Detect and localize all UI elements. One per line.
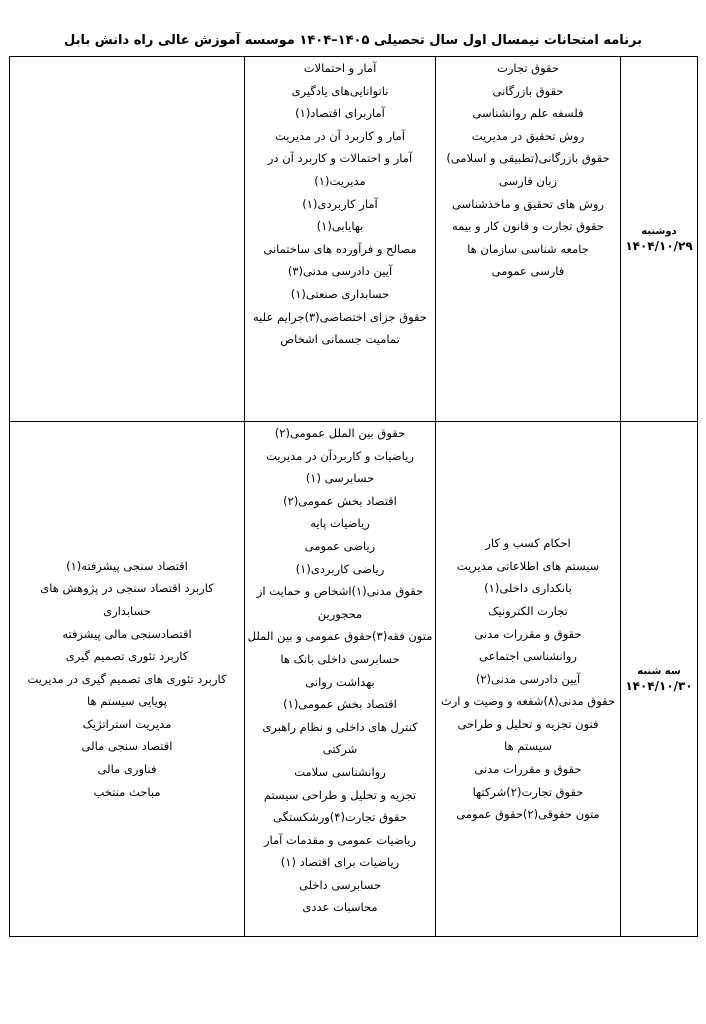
- course-list: [10, 555, 244, 804]
- course-item: مدیریت(۱): [314, 173, 366, 188]
- course-list: [245, 422, 435, 919]
- course-item: جامعه شناسی سازمان ها: [467, 241, 589, 256]
- course-item: ریاضی کاربردی(۱): [295, 561, 385, 576]
- course-item: ریاضیات برای اقتصاد (۱): [280, 855, 400, 870]
- course-item: کاربرد اقتصاد سنجی در پژوهش های: [40, 581, 214, 596]
- course-item: حقوق بازرگانی: [492, 83, 564, 98]
- course-item: اقتصاد بخش عمومی(۲): [283, 493, 397, 508]
- course-item: آیین دادرسی مدنی(۲): [475, 671, 581, 686]
- course-item: سیستم های اطلاعاتی مدیریت: [456, 558, 600, 573]
- course-item: آمار کاربردی(۱): [302, 196, 378, 211]
- table-row: [10, 57, 698, 422]
- session-1-cell: [436, 57, 621, 422]
- course-item: اقتصاد سنجی پیشرفته(۱): [66, 558, 188, 573]
- course-item: سیستم ها: [504, 739, 552, 754]
- course-item: تجزیه و تحلیل و طراحی سیستم: [263, 787, 417, 802]
- course-item: حقوق تجارت(۲)شرکتها: [472, 784, 584, 799]
- course-item: اقتصاد بخش عمومی(۱): [283, 697, 397, 712]
- course-item: پویایی سیستم ها: [86, 694, 167, 709]
- course-item: ریاضی عمومی: [304, 538, 376, 553]
- course-item: حسابرسی داخلی: [298, 877, 382, 892]
- course-item: بانکداری داخلی(۱): [484, 581, 572, 596]
- course-item: فناوری مالی: [97, 762, 157, 777]
- course-item: اقتصاد سنجی مالی: [81, 739, 173, 754]
- course-item: آمار و کاربرد آن در مدیریت: [275, 128, 405, 143]
- session-3-cell: [10, 57, 245, 422]
- session-2-cell: [245, 422, 436, 937]
- course-item: حقوق تجارت و قانون کار و بیمه: [452, 219, 604, 234]
- exam-schedule-table: [9, 56, 698, 937]
- course-item: حسابرسی (۱): [305, 471, 375, 486]
- day-date: ۱۴۰۴/۱۰/۲۹: [625, 238, 693, 253]
- course-list: [245, 57, 435, 351]
- course-item: احکام کسب و کار: [485, 536, 571, 551]
- course-item: بهداشت روانی: [305, 674, 375, 689]
- course-item: حسابداری: [103, 603, 151, 618]
- course-item: فنون تجزیه و تحلیل و طراحی: [457, 716, 599, 731]
- course-item: ریاضیات عمومی و مقدمات آمار: [263, 832, 417, 847]
- course-item: حقوق بازرگانی(تطبیقی و اسلامی): [446, 151, 610, 166]
- course-item: کنترل های داخلی و نظام راهبری: [262, 719, 418, 734]
- course-item: حقوق جزای اختصاصی(۳)جرایم علیه: [253, 309, 427, 324]
- course-item: زبان فارسی: [498, 173, 558, 188]
- course-item: مدیریت استراتژیک: [82, 716, 172, 731]
- course-item: ناتوانایی‌های یادگیری: [291, 83, 389, 98]
- course-item: بهایابی(۱): [316, 219, 364, 234]
- course-item: حقوق بین الملل عمومی(۲): [274, 426, 406, 440]
- day-date: ۱۴۰۴/۱۰/۳۰: [625, 678, 693, 693]
- day-cell: [621, 422, 698, 937]
- table-row: [10, 422, 698, 937]
- day-name: دوشنبه: [641, 225, 677, 237]
- course-item: روش تحقیق در مدیریت: [471, 128, 585, 143]
- course-item: کاربرد تئوری تصمیم گیری: [65, 649, 189, 664]
- course-item: ریاضیات پایه: [310, 516, 370, 531]
- course-item: فارسی عمومی: [491, 264, 565, 279]
- course-item: حسابداری صنعتی(۱): [290, 286, 390, 301]
- course-item: حقوق تجارت: [497, 61, 559, 75]
- course-item: حقوق و مقررات مدنی: [474, 762, 582, 777]
- day-name: سه شنبه: [637, 665, 681, 677]
- course-item: آیین دادرسی مدنی(۳): [287, 264, 393, 279]
- course-item: تجارت الکترونیک: [488, 603, 568, 618]
- page-title: برنامه امتحانات نیمسال اول سال تحصیلی ۱۴۰۵–۱۴۰۴ موسسه آموزش عالی راه دانش بابل: [64, 33, 642, 48]
- course-item: اقتصادسنجی مالی پیشرفته: [62, 626, 192, 641]
- course-item: آمار و احتمالات: [303, 61, 377, 75]
- session-3-cell: [10, 422, 245, 937]
- course-item: ریاضیات و کاربردآن در مدیریت: [266, 448, 414, 463]
- course-item: شرکتی: [322, 742, 358, 757]
- session-2-cell: [245, 57, 436, 422]
- course-item: حقوق و مقررات مدنی: [474, 626, 582, 641]
- course-item: روانشناسی اجتماعی: [479, 649, 577, 664]
- day-cell: [621, 57, 698, 422]
- course-list: [436, 57, 620, 283]
- course-item: کاربرد تئوری های تصمیم گیری در مدیریت: [27, 671, 227, 686]
- course-item: روش های تحقیق و ماخذشناسی: [451, 196, 605, 211]
- course-item: فلسفه علم روانشناسی: [472, 106, 584, 121]
- course-item: مباحث منتخب: [93, 784, 161, 799]
- session-1-cell: [436, 422, 621, 937]
- course-item: حقوق مدنی(۸)شفعه و وصیت و ارث: [440, 694, 616, 709]
- course-item: تمامیت جسمانی اشخاص: [280, 332, 400, 347]
- course-item: محاسبات عددی: [302, 900, 378, 915]
- course-item: متون حقوقی(۲)حقوق عمومی: [456, 807, 600, 822]
- course-item: مصالح و فرآورده های ساختمانی: [263, 241, 417, 256]
- course-item: حقوق مدنی(۱)اشخاص و حمایت از: [256, 584, 424, 599]
- course-item: حقوق تجارت(۴)ورشکستگی: [273, 810, 407, 825]
- course-item: متون فقه(۳)حقوق عمومی و بین الملل: [247, 629, 433, 644]
- course-item: روانشناسی سلامت: [294, 764, 386, 779]
- course-item: حسابرسی داخلی بانک ها: [280, 651, 400, 666]
- course-list: [436, 532, 620, 826]
- course-item: محجورین: [317, 606, 363, 621]
- course-item: آماربرای اقتصاد(۱): [295, 106, 385, 121]
- course-item: آمار و احتمالات و کاربرد آن در: [267, 151, 413, 166]
